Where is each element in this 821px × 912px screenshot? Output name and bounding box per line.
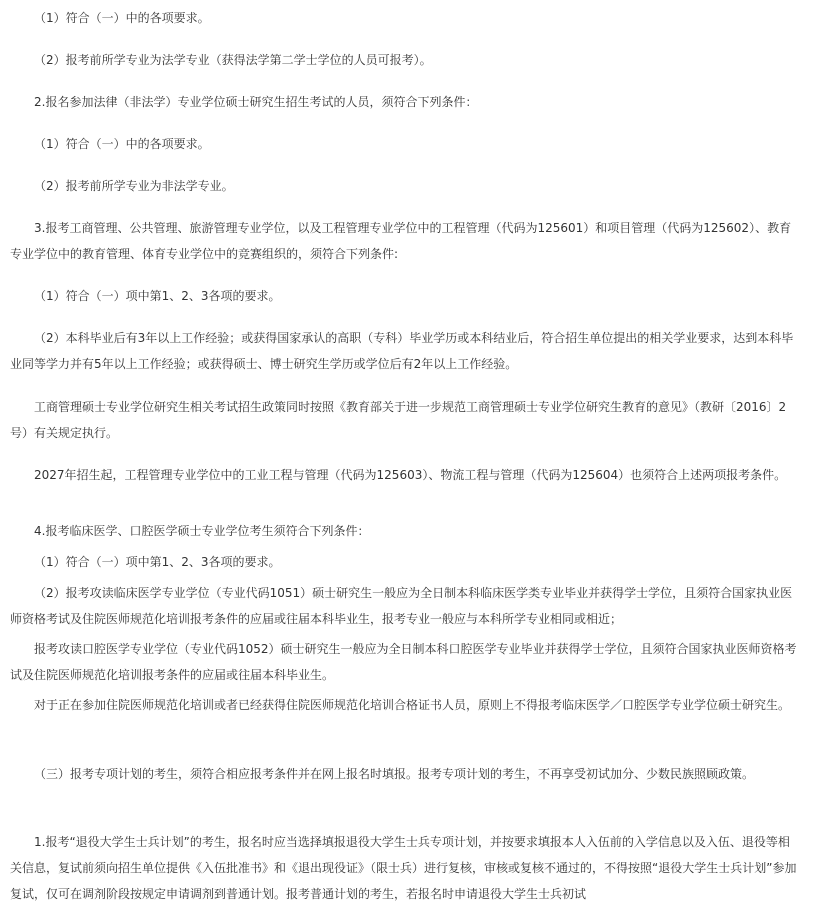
paragraph: 对于正在参加住院医师规范化培训或者已经获得住院医师规范化培训合格证书人员，原则上不得报考临床医学／口腔医学专业学位硕士研究生。 bbox=[34, 698, 791, 712]
paragraph: 2.报名参加法律（非法学）专业学位硕士研究生招生考试的人员，须符合下列条件： bbox=[34, 95, 478, 109]
paragraph: （1）符合（一）项中第1、2、3各项的要求。 bbox=[34, 555, 281, 569]
paragraph: （1）符合（一）中的各项要求。 bbox=[34, 11, 210, 25]
paragraph: （1）符合（一）项中第1、2、3各项的要求。 bbox=[34, 289, 281, 303]
paragraph: 2027年招生起，工程管理专业学位中的工业工程与管理（代码为125603）、物流工程与管理（代码为125604）也须符合上述两项报考条件。 bbox=[34, 468, 787, 482]
paragraph: （2）报考攻读临床医学专业学位（专业代码1051）硕士研究生一般应为全日制本科临床医学类专业毕业并获得学士学位，且须符合国家执业医师资格考试及住院医师规范化培训报考条件的应届或往届本科毕业生，报考专业一般应与本科所学专业相同或相近； bbox=[10, 586, 793, 626]
paragraph: （2）报考前所学专业为法学专业（获得法学第二学士学位的人员可报考）。 bbox=[34, 53, 432, 67]
paragraph: （2）本科毕业后有3年以上工作经验；或获得国家承认的高职（专科）毕业学历或本科结业后，符合招生单位提出的相关学业要求，达到本科毕业同等学力并有5年以上工作经验；或获得硕士、博士研究生学历或学位后有2年以上工作经验。 bbox=[10, 331, 794, 371]
paragraph: 工商管理硕士专业学位研究生相关考试招生政策同时按照《教育部关于进一步规范工商管理硕士专业学位研究生教育的意见》（教研〔2016〕2号）有关规定执行。 bbox=[10, 400, 787, 440]
paragraph: 1.报考“退役大学生士兵计划”的考生，报名时应当选择填报退役大学生士兵专项计划，并按要求填报本人入伍前的入学信息以及入伍、退役等相关信息，复试前须向招生单位提供《入伍批准书》和《退出现役证》（限士兵）进行复核，审核或复核不通过的，不得按照“退役大学生士兵计划”参加复试，仅可在调剂阶段按规定申请调剂到普通计划。报考普通计划的考生，若报名时申请退役大学生士兵初试 bbox=[10, 835, 797, 901]
paragraph: 3.报考工商管理、公共管理、旅游管理专业学位，以及工程管理专业学位中的工程管理（代码为125601）和项目管理（代码为125602）、教育专业学位中的教育管理、体育专业学位中的竞赛组织的，须符合下列条件: bbox=[10, 221, 792, 261]
paragraph: （1）符合（一）中的各项要求。 bbox=[34, 137, 210, 151]
paragraph: 报考攻读口腔医学专业学位（专业代码1052）硕士研究生一般应为全日制本科口腔医学专业毕业并获得学士学位，且须符合国家执业医师资格考试及住院医师规范化培训报考条件的应届或往届本科毕业生。 bbox=[10, 642, 797, 682]
paragraph: 4.报考临床医学、口腔医学硕士专业学位考生须符合下列条件： bbox=[34, 524, 370, 538]
paragraph: （三）报考专项计划的考生，须符合相应报考条件并在网上报名时填报。报考专项计划的考生，不再享受初试加分、少数民族照顾政策。 bbox=[34, 767, 755, 781]
paragraph: （2）报考前所学专业为非法学专业。 bbox=[34, 179, 234, 193]
